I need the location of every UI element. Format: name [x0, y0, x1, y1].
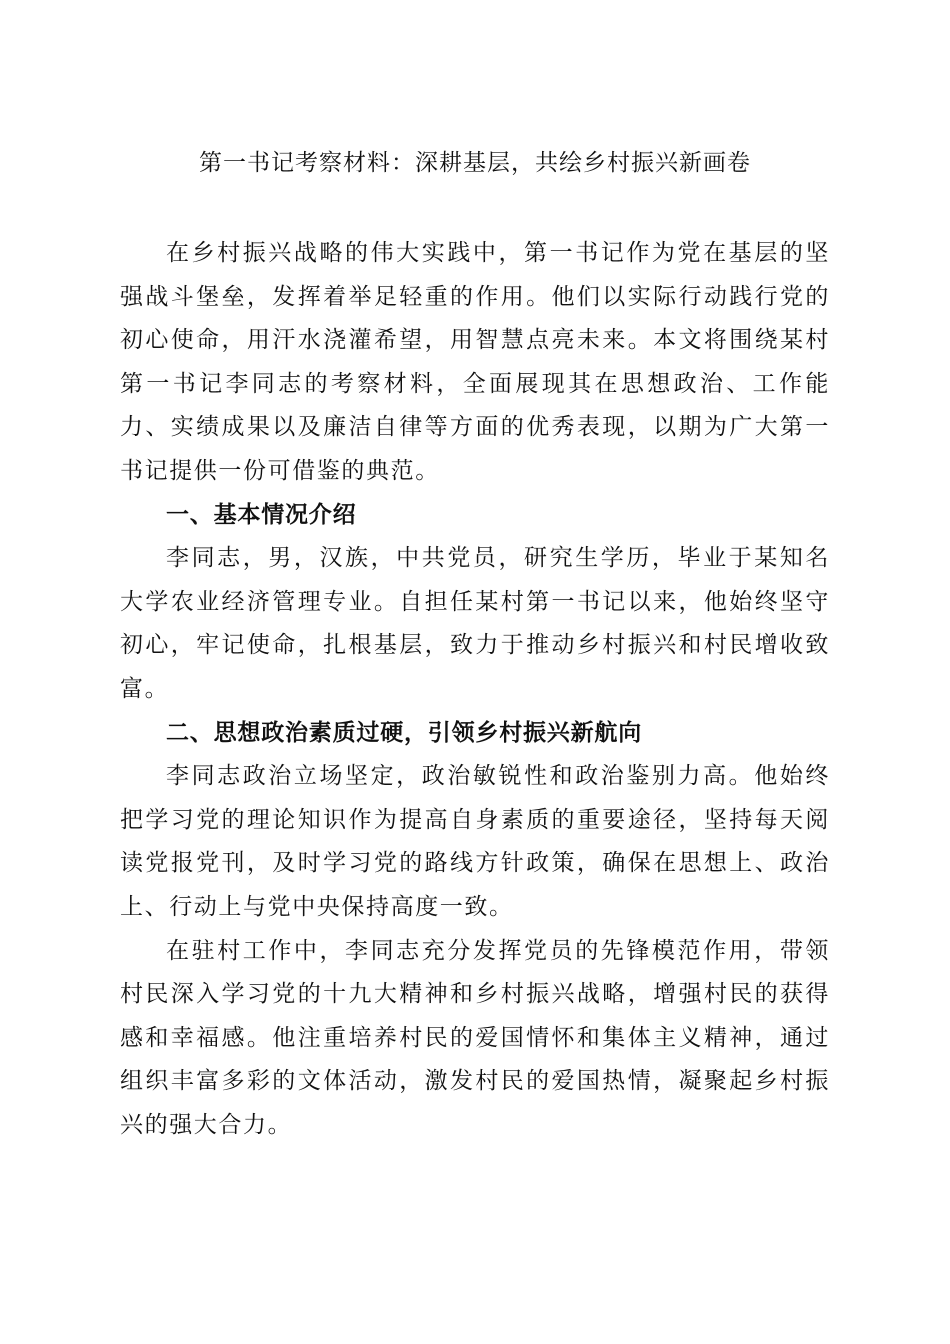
section-heading-political-quality: 二、思想政治素质过硬，引领乡村振兴新航向	[166, 719, 642, 746]
intro-paragraph: 在乡村振兴战略的伟大实践中，第一书记作为党在基层的坚强战斗堡垒，发挥着举足轻重的作用。他们以实际行动践行党的初心使命，用汗水浇灌希望，用智慧点亮未来。本文将围绕某村第一书记李同志的考察材料，全面展现其在思想政治、工作能力、实绩成果以及廉洁自律等方面的优秀表现，以期为广大第一书记提供一份可借鉴的典范。	[120, 240, 830, 484]
section-paragraph: 在驻村工作中，李同志充分发挥党员的先锋模范作用，带领村民深入学习党的十九大精神和乡村振兴战略，增强村民的获得感和幸福感。他注重培养村民的爱国情怀和集体主义精神，通过组织丰富多彩的文体活动，激发村民的爱国热情，凝聚起乡村振兴的强大合力。	[120, 937, 830, 1138]
section-paragraph: 李同志政治立场坚定，政治敏锐性和政治鉴别力高。他始终把学习党的理论知识作为提高自身素质的重要途径，坚持每天阅读党报党刊，及时学习党的路线方针政策，确保在思想上、政治上、行动上与党中央保持高度一致。	[120, 763, 830, 920]
section-paragraph: 李同志，男，汉族，中共党员，研究生学历，毕业于某知名大学农业经济管理专业。自担任某村第一书记以来，他始终坚守初心，牢记使命，扎根基层，致力于推动乡村振兴和村民增收致富。	[120, 545, 830, 702]
document-body	[120, 232, 830, 1147]
section-heading-basic-info: 一、基本情况介绍	[166, 501, 357, 528]
document-title: 第一书记考察材料：深耕基层，共绘乡村振兴新画卷	[199, 150, 751, 176]
